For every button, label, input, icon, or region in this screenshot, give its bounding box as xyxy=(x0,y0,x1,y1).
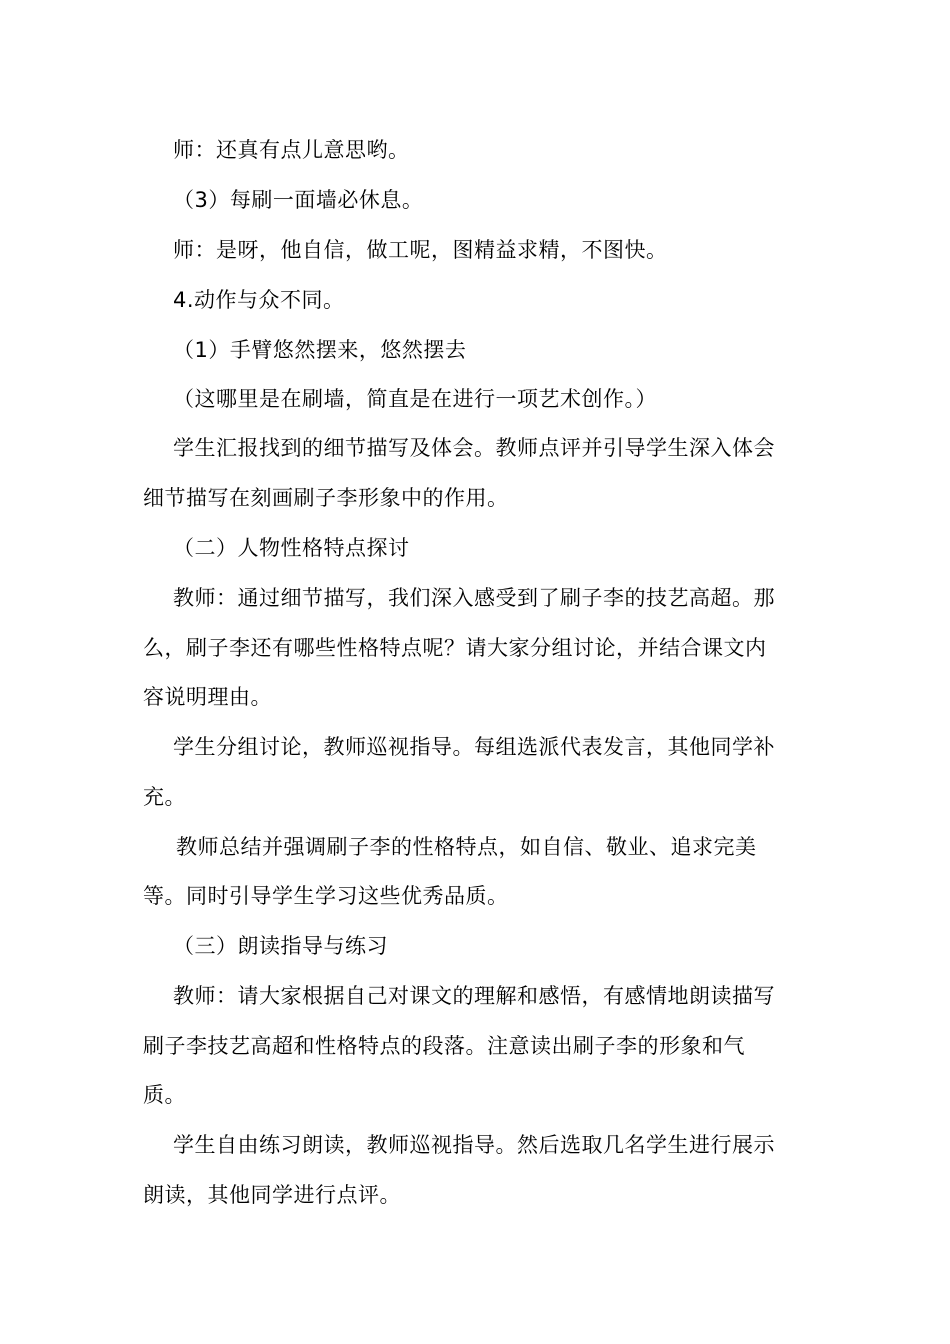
text-line: （3）每刷一面墙必休息。 xyxy=(173,188,424,212)
text-line: 等。同时引导学生学习这些优秀品质。 xyxy=(143,884,509,908)
text-line: 教师：通过细节描写，我们深入感受到了刷子李的技艺高超。那 xyxy=(173,586,775,610)
text-line: 4.动作与众不同。 xyxy=(173,288,345,312)
text-line: 刷子李技艺高超和性格特点的段落。注意读出刷子李的形象和气 xyxy=(143,1034,745,1058)
text-line: 学生汇报找到的细节描写及体会。教师点评并引导学生深入体会 xyxy=(173,436,775,460)
text-line: （1）手臂悠然摆来，悠然摆去 xyxy=(173,338,467,362)
text-line: 学生自由练习朗读，教师巡视指导。然后选取几名学生进行展示 xyxy=(173,1133,775,1157)
section-heading: （二）人物性格特点探讨 xyxy=(173,536,410,560)
text-line: 教师：请大家根据自己对课文的理解和感悟，有感情地朗读描写 xyxy=(173,984,775,1008)
text-line: 学生分组讨论，教师巡视指导。每组选派代表发言，其他同学补 xyxy=(173,735,775,759)
text-line: 容说明理由。 xyxy=(143,685,272,709)
text-line: （这哪里是在刷墙，简直是在进行一项艺术创作。） xyxy=(173,387,657,411)
text-line: 师：还真有点儿意思哟。 xyxy=(173,138,410,162)
text-line: 么，刷子李还有哪些性格特点呢？请大家分组讨论，并结合课文内 xyxy=(143,636,767,660)
section-heading: （三）朗读指导与练习 xyxy=(173,934,388,958)
text-line: 教师总结并强调刷子李的性格特点，如自信、敬业、追求完美 xyxy=(176,835,757,859)
text-line: 细节描写在刻画刷子李形象中的作用。 xyxy=(143,486,509,510)
text-line: 充。 xyxy=(143,785,186,809)
text-line: 质。 xyxy=(143,1083,186,1107)
text-line: 朗读，其他同学进行点评。 xyxy=(143,1183,401,1207)
text-line: 师：是呀，他自信，做工呢，图精益求精，不图快。 xyxy=(173,238,668,262)
